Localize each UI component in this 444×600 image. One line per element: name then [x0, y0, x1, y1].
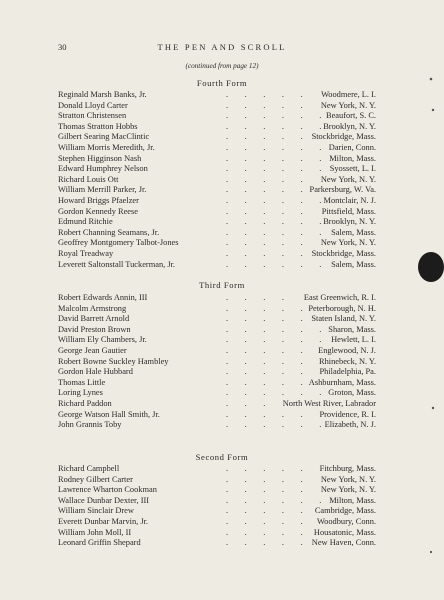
dot-leader: . . . . . .	[226, 495, 322, 505]
hometown: Staten Island, N. Y.	[311, 314, 376, 324]
student-name: John Grannis Toby	[58, 420, 122, 430]
hometown: Parkersburg, W. Va.	[309, 185, 376, 195]
dot-leader: . . . . . .	[226, 324, 322, 334]
dot-leader: . . . . .	[226, 100, 303, 110]
hometown: North West River, Labrador	[282, 398, 376, 408]
dot-leader: . . . . .	[226, 409, 303, 419]
dot-leader: . . . . . .	[226, 420, 322, 430]
hometown: Cambridge, Mass.	[314, 506, 376, 516]
hometown: Providence, R. I.	[319, 409, 376, 419]
student-name: Robert Bowne Suckley Hambley	[58, 356, 169, 366]
hometown: Groton, Mass.	[328, 388, 376, 398]
student-name: George Jean Gautier	[58, 345, 127, 355]
dot-leader: . . . . . .	[226, 335, 322, 345]
student-name: Stephen Higginson Nash	[58, 153, 142, 163]
dot-leader: . . . . .	[226, 90, 303, 99]
dot-leader: . . . . .	[226, 345, 303, 355]
hometown: Salem, Mass.	[331, 259, 376, 269]
dot-leader: . . . . . .	[226, 111, 322, 121]
student-name: Donald Lloyd Carter	[58, 100, 128, 110]
hometown: Philadelphia, Pa.	[319, 367, 376, 377]
student-name: David Preston Brown	[58, 324, 131, 334]
student-name: Leverett Saltonstall Tuckerman, Jr.	[58, 259, 175, 269]
dot-leader: . . . . .	[226, 185, 303, 195]
dot-leader: . . .	[226, 398, 266, 408]
hometown: East Greenwich, R. I.	[303, 293, 376, 302]
hometown: New York, N. Y.	[320, 474, 376, 484]
hometown: Montclair, N. J.	[323, 195, 376, 205]
hometown: Milton, Mass.	[329, 495, 376, 505]
student-name: Edmund Ritchie	[58, 217, 113, 227]
dot-leader: . . . . .	[226, 174, 303, 184]
running-title: THE PEN AND SCROLL	[157, 42, 287, 52]
dot-leader: . . . . .	[226, 464, 303, 473]
dot-leader: . . . . . .	[226, 164, 322, 174]
hometown: Brooklyn, N. Y.	[323, 121, 376, 131]
dot-leader: . . . . . .	[226, 195, 322, 205]
student-name: Royal Treadway	[58, 248, 114, 258]
hometown: Hewlett, L. I.	[331, 335, 376, 345]
page-number: 30	[58, 42, 67, 52]
dot-leader: . . . . . .	[226, 142, 322, 152]
student-name: George Watson Hall Smith, Jr.	[58, 409, 160, 419]
section-heading-second-form: Second Form	[195, 452, 249, 462]
student-name: William Morris Meredith, Jr.	[58, 142, 155, 152]
student-name: Stratton Christensen	[58, 111, 127, 121]
hometown: Darien, Conn.	[328, 142, 376, 152]
dot-leader: . . . . .	[226, 132, 303, 142]
hometown: Englewood, N. J.	[318, 345, 376, 355]
dot-leader: . . . . . .	[226, 227, 322, 237]
student-name: William Ely Chambers, Jr.	[58, 335, 147, 345]
dot-leader: . . . . . .	[226, 121, 322, 131]
student-name: Reginald Marsh Banks, Jr.	[58, 90, 147, 99]
student-name: Malcolm Armstrong	[58, 303, 127, 313]
student-name: Robert Edwards Annin, III	[58, 293, 148, 302]
hometown: Syossett, L. I.	[329, 164, 376, 174]
student-name: Robert Channing Seamans, Jr.	[58, 227, 160, 237]
hometown: Stockbridge, Mass.	[311, 248, 376, 258]
hometown: Woodmere, L. I.	[321, 90, 376, 99]
hometown: Ashburnham, Mass.	[308, 377, 376, 387]
continued-note: (continued from page 12)	[185, 62, 259, 70]
student-name: Gordon Hale Hubbard	[58, 367, 133, 377]
student-name: Loring Lynes	[58, 388, 103, 398]
student-name: Thomas Little	[58, 377, 106, 387]
student-name: Richard Paddon	[58, 398, 112, 408]
hometown: Rhinebeck, N. Y.	[319, 356, 376, 366]
dot-leader: . . . . . .	[226, 217, 322, 227]
hometown: Peterborough, N. H.	[308, 303, 376, 313]
dot-leader: . . . . .	[226, 303, 303, 313]
student-name: William Merrill Parker, Jr.	[58, 185, 147, 195]
student-name: Rodney Gilbert Carter	[58, 474, 133, 484]
student-name: Edward Humphrey Nelson	[58, 164, 148, 174]
hometown: Woodbury, Conn.	[316, 516, 376, 526]
dot-leader: . . . . .	[226, 206, 303, 216]
hometown: New York, N. Y.	[320, 174, 376, 184]
hometown: Stockbridge, Mass.	[311, 132, 376, 142]
student-name: Howard Briggs Pfaelzer	[58, 195, 139, 205]
dot-leader: . . . . . .	[226, 388, 322, 398]
section-heading-fourth-form: Fourth Form	[196, 78, 248, 88]
dot-leader: . . . .	[226, 293, 285, 302]
dot-leader: . . . . .	[226, 367, 303, 377]
hometown: Housatonic, Mass.	[313, 527, 376, 537]
hometown: Beaufort, S. C.	[325, 111, 376, 121]
student-name: Richard Campbell	[58, 464, 120, 473]
hometown: Salem, Mass.	[331, 227, 376, 237]
dot-leader: . . . . .	[226, 538, 303, 548]
dot-leader: . . . . .	[226, 485, 303, 495]
hometown: Sharon, Mass.	[328, 324, 376, 334]
student-name: Geoffrey Montgomery Talbot-Jones	[58, 238, 179, 248]
section-heading-third-form: Third Form	[199, 280, 245, 290]
dot-leader: . . . . .	[226, 314, 303, 324]
dot-leader: . . . . .	[226, 474, 303, 484]
student-name: David Barrett Arnold	[58, 314, 130, 324]
student-name: William John Moll, II	[58, 527, 132, 537]
hometown: New Haven, Conn.	[311, 538, 376, 548]
hometown: Brooklyn, N. Y.	[323, 217, 376, 227]
hometown: Elizabeth, N. J.	[324, 420, 376, 430]
hometown: Fitchburg, Mass.	[319, 464, 376, 473]
dot-leader: . . . . .	[226, 377, 303, 387]
dot-leader: . . . . .	[226, 527, 303, 537]
student-name: Wallace Dunbar Dexter, III	[58, 495, 150, 505]
dot-leader: . . . . .	[226, 506, 303, 516]
student-name: Leonard Griffin Shepard	[58, 538, 141, 548]
dot-leader: . . . . .	[226, 238, 303, 248]
student-name: Gordon Kennedy Reese	[58, 206, 139, 216]
student-name: Everett Dunbar Marvin, Jr.	[58, 516, 149, 526]
hometown: New York, N. Y.	[320, 100, 376, 110]
dot-leader: . . . . .	[226, 356, 303, 366]
dot-leader: . . . . .	[226, 516, 303, 526]
student-name: Gilbert Searing MacClintic	[58, 132, 150, 142]
student-name: Lawrence Wharton Cookman	[58, 485, 157, 495]
student-name: William Sinclair Drew	[58, 506, 134, 516]
student-name: Richard Louis Ott	[58, 174, 119, 184]
student-name: Thomas Stratton Hobbs	[58, 121, 138, 131]
hometown: Milton, Mass.	[329, 153, 376, 163]
hometown: New York, N. Y.	[320, 238, 376, 248]
hometown: New York, N. Y.	[320, 485, 376, 495]
dot-leader: . . . . .	[226, 248, 303, 258]
dot-leader: . . . . . .	[226, 259, 322, 269]
dot-leader: . . . . . .	[226, 153, 322, 163]
hometown: Pittsfield, Mass.	[321, 206, 376, 216]
